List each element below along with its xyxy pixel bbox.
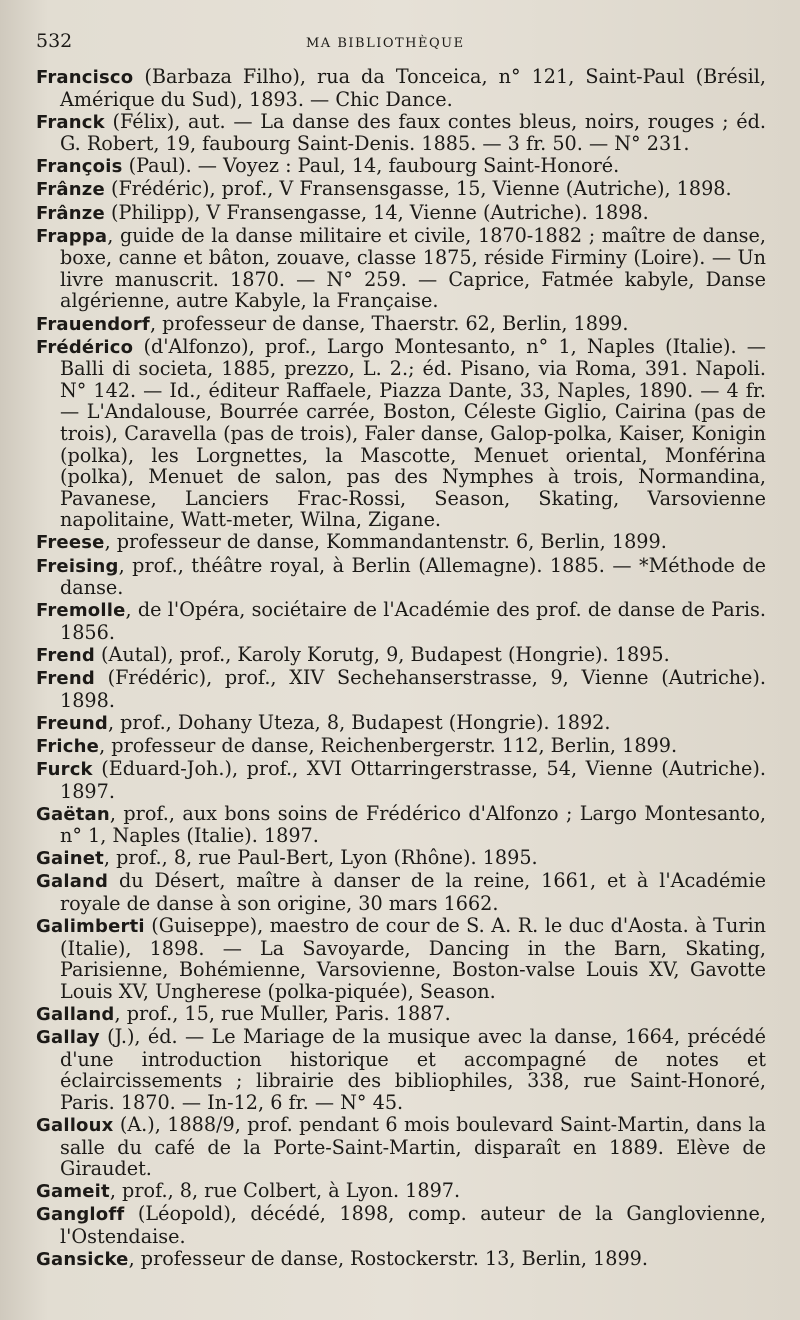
entry-headword: Galland xyxy=(36,1003,115,1025)
entry-headword: Freund xyxy=(36,712,108,734)
directory-entry xyxy=(36,202,766,225)
entry-headword: Freese xyxy=(36,532,105,554)
entry-text: , prof., Dohany Uteza, 8, Budapest (Hongrie). 1892. xyxy=(107,710,611,734)
entry-headword: Gansicke xyxy=(36,1248,129,1270)
directory-entry xyxy=(36,1248,766,1271)
entry-text: , prof., théâtre royal, à Berlin (Allemagne). 1885. — *Méthode de danse. xyxy=(60,553,766,600)
directory-entry xyxy=(36,712,766,735)
entry-text: (Guiseppe), maestro de cour de S. A. R. le duc d'Aosta. à Turin (Italie), 1898. — La Savoyarde, Dancing in the Barn, Skating, Parisienne, Bohémienne, Varsovienne, Boston-valse Louis XV, Gavotte Louis XV, Ungherese (polka-piquée), Season. xyxy=(60,914,766,1003)
entry-headword: Frânze xyxy=(36,202,105,224)
directory-entry xyxy=(36,66,766,110)
directory-entry xyxy=(36,531,766,554)
entry-headword: Furck xyxy=(36,758,93,780)
directory-entry xyxy=(36,870,766,914)
directory-entry xyxy=(36,803,766,847)
directory-entry xyxy=(36,225,766,312)
directory-entry xyxy=(36,644,766,667)
entry-text: (Félix), aut. — La danse des faux contes bleus, noirs, rouges ; éd. G. Robert, 19, faubourg Saint-Denis. 1885. — 3 fr. 50. — N° 231. xyxy=(60,109,766,156)
entry-text: , de l'Opéra, sociétaire de l'Académie des prof. de danse de Paris. 1856. xyxy=(60,598,766,644)
entry-headword: Galand xyxy=(36,871,109,893)
entry-headword: Frend xyxy=(36,644,95,666)
entry-headword: Gallay xyxy=(36,1027,100,1049)
entry-text: (Philipp), V Fransengasse, 14, Vienne (Autriche). 1898. xyxy=(104,200,649,224)
entry-text: , professeur de danse, Reichenbergerstr. 112, Berlin, 1899. xyxy=(99,733,678,757)
entry-headword: Gainet xyxy=(36,848,104,870)
entry-headword: Frauendorf xyxy=(36,313,150,335)
entry-text: , professeur de danse, Rostockerstr. 13, Berlin, 1899. xyxy=(128,1246,648,1270)
directory-entry xyxy=(36,555,766,599)
entry-text: (Barbaza Filho), rua da Tonceica, n° 121, Saint-Paul (Brésil, Amérique du Sud), 1893. — Chic Dance. xyxy=(60,65,766,111)
entry-text: (Frédéric), prof., V Fransensgasse, 15, Vienne (Autriche), 1898. xyxy=(104,177,732,201)
entry-headword: Gameit xyxy=(36,1181,110,1203)
directory-entry xyxy=(36,847,766,870)
entry-headword: Galloux xyxy=(36,1114,114,1136)
entry-text: (d'Alfonzo), prof., Largo Montesanto, n° 1, Naples (Italie). — Balli di societa, 1885, prezzo, L. 2.; éd. Pisano, via Roma, 391. Napoli. N° 142. — Id., éditeur Raffaele, Piazza Dante, 33, Naples, 1890. — 4 fr. — L'Andalouse, Bourrée carrée, Boston, Céleste Giglio, Cairina (pas de trois), Caravella (pas de trois), Faler danse, Galop-polka, Kaiser, Konigin (polka), les Lorgnettes, la Mascotte, Menuet oriental, Monférina (polka), Menuet de salon, pas des Nymphes à trois, Normandina, Pavanese, Lanciers Frac-Rossi, Season, Skating, Varsovienne napolitaine, Watt-meter, Wilna, Zigane. xyxy=(60,334,766,532)
entry-text: , prof., 15, rue Muller, Paris. 1887. xyxy=(114,1001,451,1025)
entry-headword: Freising xyxy=(36,555,119,577)
entry-headword: Gangloff xyxy=(36,1204,125,1226)
entry-headword: Frappa xyxy=(36,225,108,247)
entry-text: (J.), éd. — Le Mariage de la musique avec la danse, 1664, précédé d'une introduction historique et accompagné de notes et éclaircissements ; librairie des bibliophiles, 338, rue Saint-Honoré, Paris. 1870. — In-12, 6 fr. — N° 45. xyxy=(60,1025,766,1114)
directory-entry xyxy=(36,313,766,336)
entry-text: , professeur de danse, Kommandantenstr. 6, Berlin, 1899. xyxy=(104,530,667,554)
directory-entry xyxy=(36,667,766,711)
directory-entry xyxy=(36,155,766,178)
directory-entry xyxy=(36,178,766,201)
directory-entry xyxy=(36,1180,766,1203)
directory-entry xyxy=(36,1203,766,1247)
entry-headword: Frend xyxy=(36,668,95,690)
directory-entry xyxy=(36,111,766,155)
directory-entry xyxy=(36,336,766,531)
directory-entry xyxy=(36,1003,766,1026)
entry-text: (Léopold), décédé, 1898, comp. auteur de la Ganglovienne, l'Ostendaise. xyxy=(60,1202,766,1248)
entry-text: (A.), 1888/9, prof. pendant 6 mois boulevard Saint-Martin, dans la salle du café de la Porte-Saint-Martin, disparaît en 1889. Elève de Giraudet. xyxy=(60,1112,766,1181)
entry-text: , professeur de danse, Thaerstr. 62, Berlin, 1899. xyxy=(149,311,629,335)
entry-headword: Gaëtan xyxy=(36,803,110,825)
entry-list xyxy=(36,66,766,1271)
entry-text: (Eduard-Joh.), prof., XVI Ottarringerstrasse, 54, Vienne (Autriche). 1897. xyxy=(60,756,766,803)
directory-entry xyxy=(36,915,766,1002)
entry-headword: Frânze xyxy=(36,179,105,201)
running-head: MA BIBLIOTHÈQUE xyxy=(306,36,465,51)
directory-entry xyxy=(36,735,766,758)
entry-text: (Frédéric), prof., XIV Sechehanserstrasse, 9, Vienne (Autriche). 1898. xyxy=(60,666,766,712)
entry-headword: Galimberti xyxy=(36,916,145,938)
entry-headword: Francisco xyxy=(36,67,134,88)
page-number: 532 xyxy=(36,30,73,52)
entry-text: (Autal), prof., Karoly Korutg, 9, Budapest (Hongrie). 1895. xyxy=(94,642,670,666)
entry-headword: Fremolle xyxy=(36,600,126,622)
directory-entry xyxy=(36,599,766,643)
directory-entry xyxy=(36,1026,766,1113)
directory-entry xyxy=(36,1114,766,1180)
entry-text: , prof., aux bons soins de Frédérico d'Alfonzo ; Largo Montesanto, n° 1, Naples (Italie). 1897. xyxy=(60,801,766,848)
directory-entry xyxy=(36,758,766,802)
entry-text: , guide de la danse militaire et civile, 1870-1882 ; maître de danse, boxe, canne et bâton, zouave, classe 1875, réside Firminy (Loire). — Un livre manuscrit. 1870. — N° 259. — Caprice, Fatmée kabyle, Danse algérienne, autre Kabyle, la Française. xyxy=(60,223,766,313)
entry-text: , prof., 8, rue Paul-Bert, Lyon (Rhône). 1895. xyxy=(103,846,538,870)
entry-headword: Friche xyxy=(36,735,100,757)
entry-text: du Désert, maître à danser de la reine, 1661, et à l'Académie royale de danse à son origine, 30 mars 1662. xyxy=(60,869,766,915)
entry-headword: Franck xyxy=(36,111,105,133)
entry-headword: François xyxy=(36,156,123,178)
entry-text: (Paul). — Voyez : Paul, 14, faubourg Saint-Honoré. xyxy=(122,154,620,178)
page-header xyxy=(36,30,766,58)
entry-headword: Frédérico xyxy=(36,336,134,358)
entry-text: , prof., 8, rue Colbert, à Lyon. 1897. xyxy=(109,1179,461,1203)
